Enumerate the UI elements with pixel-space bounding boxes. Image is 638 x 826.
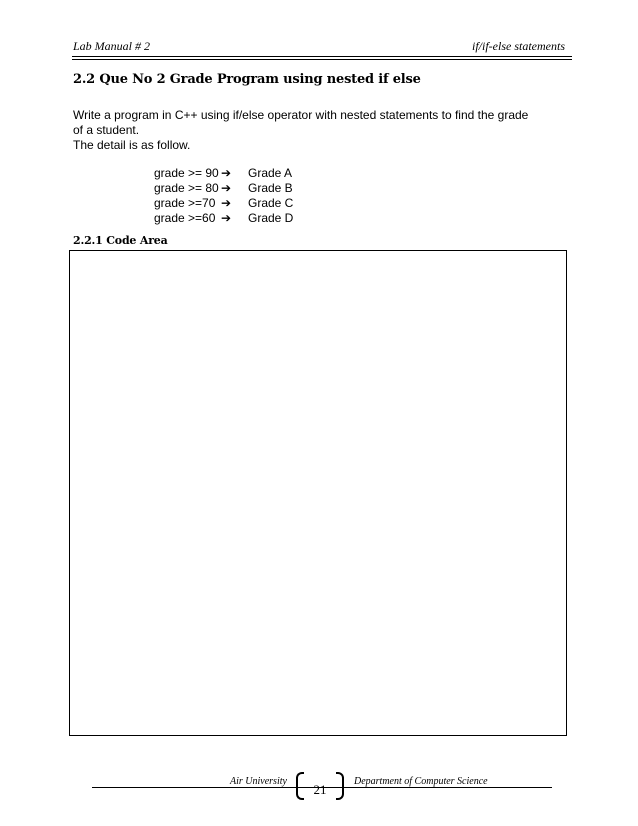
code-area-box[interactable] (69, 250, 567, 736)
arrow-right-icon: ➔ (221, 166, 232, 180)
grade-row (154, 196, 293, 211)
grade-letter: Grade C (248, 196, 294, 210)
right-brace-icon (336, 772, 344, 800)
grade-row (154, 181, 293, 196)
paragraph-line: Write a program in C++ using if/else operator with nested statements to find the grade (73, 108, 529, 122)
grade-letter: Grade D (248, 211, 294, 225)
grade-row (154, 166, 293, 181)
grade-letter: Grade B (248, 181, 293, 195)
arrow-right-icon: ➔ (221, 181, 232, 195)
grade-condition: grade >= 80 (154, 181, 219, 195)
header-rule (72, 56, 572, 57)
grade-condition: grade >=60 (154, 211, 216, 225)
code-area-title: 2.2.1 Code Area (73, 234, 168, 247)
footer-department: Department of Computer Science (354, 776, 488, 787)
grade-condition: grade >=70 (154, 196, 216, 210)
left-brace-icon (296, 772, 304, 800)
header-lab-manual: Lab Manual # 2 (73, 39, 151, 53)
arrow-right-icon: ➔ (221, 211, 232, 225)
grade-condition: grade >= 90 (154, 166, 219, 180)
header-topic: if/if-else statements (472, 39, 565, 53)
footer-university: Air University (230, 776, 287, 787)
paragraph-line: The detail is as follow. (73, 138, 191, 152)
header-rule-thin (72, 59, 572, 60)
page-number: 21 (313, 782, 327, 797)
section-title: 2.2 Que No 2 Grade Program using nested if else (73, 72, 421, 87)
question-paragraph (73, 108, 563, 153)
arrow-right-icon: ➔ (221, 196, 232, 210)
grade-row (154, 211, 293, 226)
grade-letter: Grade A (248, 166, 293, 180)
grade-table (154, 166, 293, 226)
paragraph-line: of a student. (73, 123, 140, 137)
